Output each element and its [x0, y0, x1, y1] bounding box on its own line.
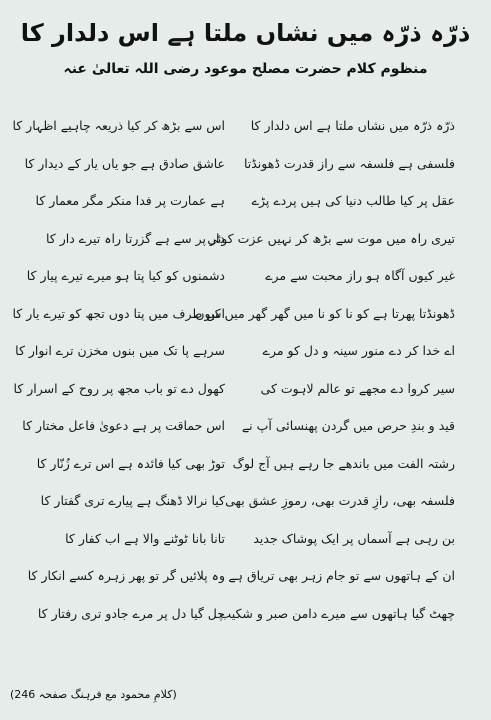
verse-line-8-first: سیر کروا دے مجھے تو عالم لاہوت کی [260, 380, 455, 396]
verse-line-4-second: دار پر سے ہے گزرتا راہ تیرے دار کا [46, 230, 225, 246]
verse-line-10-first: رشتہ الفت میں باندھے جا رہے ہیں آج لوگ [232, 455, 455, 471]
verse-line-13-first: ان کے ہاتھوں سے تو جام زہر بھی تریاق ہے [228, 568, 455, 583]
verse-line-1-first: ذرّہ ذرّہ میں نشاں ملتا ہے اس دلدار کا [250, 118, 455, 133]
verse-line-12-first: بن رہی ہے آسماں پر ایک پوشاک جدید [253, 530, 455, 546]
verse-line-3-first: عقل پر کیا طالب دنیا کی ہیں پردے پڑے [251, 193, 455, 208]
page-title: ذرّہ ذرّہ میں نشاں ملتا ہے اس دلدار کا [20, 19, 471, 47]
verse-line-5-first: غیر کیوں آگاہ ہو راز محبت سے مرے [265, 268, 455, 283]
verse-line-7-first: اے خدا کر دے منور سینہ و دل کو مرے [262, 343, 455, 358]
verse-line-3-second: ہے عمارت پر فدا منکر مگر معمار کا [35, 193, 225, 208]
verse-line-1-second: اس سے بڑھ کر کیا ذریعہ چاہیے اظہار کا [12, 118, 225, 133]
verse-line-9-second: اس حماقت پر ہے دعویٰ فاعل مختار کا [22, 418, 225, 433]
verse-line-2-second: عاشق صادق ہے جو یاں یار کے دیدار کا [24, 155, 225, 171]
verse-line-14-second: چل گیا دل پر مرے جادو تری رفتار کا [37, 605, 225, 621]
page-subtitle: منظوم کلام حضرت مصلح موعود رضی اللہ تعالیٰ عنہ [63, 61, 428, 77]
first-misra-column [195, 114, 455, 639]
verse-line-6-first: ڈھونڈتا پھرتا ہے کو نا کو نا میں گھر گھر میں کیوں [195, 305, 455, 321]
second-misra-column [12, 114, 225, 639]
verse-line-8-second: کھول دے تو باب مجھ پر روح کے اسرار کا [13, 380, 225, 396]
verse-line-13-second: وہ پلائیں گر تو پھر زہرہ کسے انکار کا [27, 568, 225, 583]
verse-line-11-first: فلسفہ بھی، رازِ قدرت بھی، رموزِ عشق بھی [225, 493, 455, 508]
verse-line-14-first: چھٹ گیا ہاتھوں سے میرے دامن صبر و شکیب [219, 605, 455, 621]
verse-line-4-first: تیری راہ میں موت سے بڑھ کر نہیں عزت کوئی [207, 230, 455, 246]
verse-line-9-first: قید و بندِ حرص میں گردن پھنسائی آپ نے [241, 418, 455, 433]
verse-line-7-second: سرہے پا تک میں بنوں مخزن ترے انوار کا [15, 343, 225, 358]
verse-line-12-second: تانا بانا ٹوٹنے والا ہے اب کفار کا [65, 530, 225, 546]
verse-line-11-second: کیا نرالا ڈھنگ ہے پیارے تری گفتار کا [40, 493, 225, 508]
verse-line-10-second: توڑ بھی کیا فائدہ ہے اس ترے زُنّار کا [36, 455, 225, 471]
verse-line-6-second: اس طرف میں پتا دوں تجھ کو تیرے یار کا [12, 305, 225, 321]
source-citation: (کلامِ محمود مع فرہنگ صفحہ 246) [10, 688, 177, 701]
verse-line-2-first: فلسفی ہے فلسفہ سے راز قدرت ڈھونڈتا [243, 155, 455, 171]
verse-line-5-second: دشمنوں کو کیا پتا ہو میرے تیرے پیار کا [26, 268, 225, 283]
